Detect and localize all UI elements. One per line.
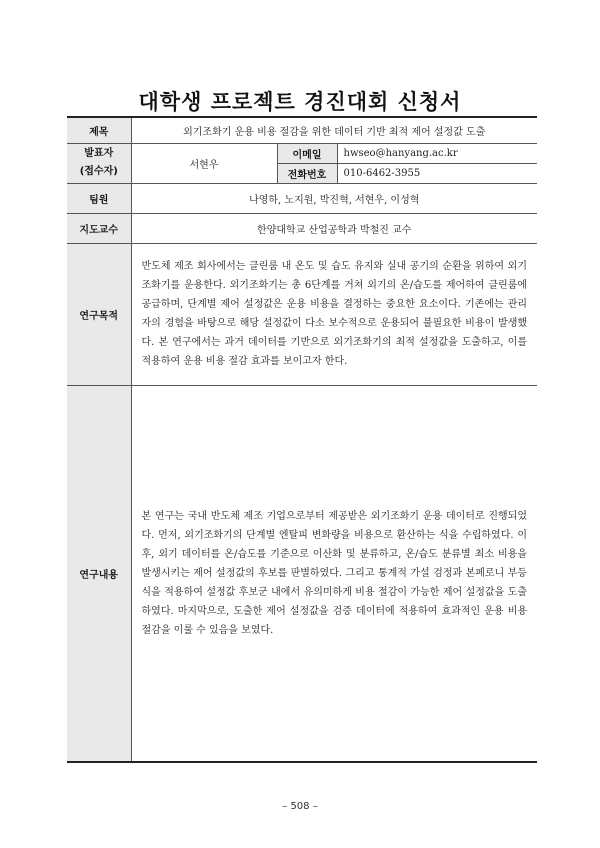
- team-value: 나영하, 노지원, 박진혁, 서현우, 이성혁: [131, 183, 537, 213]
- content-text: 본 연구는 국내 반도체 제조 기업으로부터 제공받은 외기조화기 운용 데이터로 진행되었다. 먼저, 외기조화기의 단계별 엔탈피 변화량을 비용으로 환산하는 식을 수립하였다. 이후, 외기 데이터를 온/습도를 기준으로 이산화 및 분류하고, 온/습도 분류별 최소 비용을 발생시키는 제어 설정값의 후보를 판별하였다. 그리고 통계적 가설 검정과 본페로니 부등식을 적용하여 설정값 후보군 내에서 유의미하게 비용 절감이 가능한 제어 설정값을 도출하였다. 마지막으로, 도출한 제어 설정값을 검증 데이터에 적용하여 효과적인 운용 비용 절감을 이룰 수 있음을 보였다.: [141, 510, 528, 636]
- purpose-row: [67, 243, 537, 385]
- content-cell: [131, 385, 537, 762]
- advisor-value: 한양대학교 산업공학과 박철진 교수: [131, 213, 537, 243]
- purpose-label: 연구목적: [67, 243, 131, 385]
- page-number: – 508 –: [282, 801, 318, 812]
- advisor-label: 지도교수: [67, 213, 131, 243]
- subject-label: 제목: [67, 117, 131, 143]
- presenter-label: [67, 143, 131, 183]
- subject-value: 외기조화기 운용 비용 절감을 위한 데이터 기반 최적 제어 설정값 도출: [131, 117, 537, 143]
- phone-label: 전화번호: [277, 163, 337, 183]
- email-label: 이메일: [277, 143, 337, 163]
- purpose-cell: [131, 243, 537, 385]
- team-label: 팀원: [67, 183, 131, 213]
- purpose-text: 반도체 제조 회사에서는 클린룸 내 온도 및 습도 유지와 실내 공기의 순환을 위하여 외기조화기를 운용한다. 외기조화기는 총 6단계를 거쳐 외기의 온/습도를 제어하여 클린룸에 공급하며, 단계별 제어 설정값은 운용 비용을 결정하는 중요한 요소이다. 기존에는 관리자의 경험을 바탕으로 해당 설정값이 다소 보수적으로 운용되어 불필요한 비용이 발생했다. 본 연구에서는 과거 데이터를 기반으로 외기조화기의 최적 설정값을 도출하고, 이를 적용하여 운용 비용 절감 효과를 보이고자 한다.: [141, 261, 528, 367]
- content-row: [67, 385, 537, 762]
- content-label: 연구내용: [67, 385, 131, 762]
- presenter-label-line1: 발표자: [84, 148, 114, 159]
- presenter-value: 서현우: [131, 143, 277, 183]
- advisor-row: [67, 213, 537, 243]
- application-form-table: [67, 116, 537, 763]
- phone-value: 010-6462-3955: [337, 163, 537, 183]
- subject-row: [67, 117, 537, 143]
- email-value: hwseo@hanyang.ac.kr: [337, 143, 537, 163]
- presenter-label-line2: (접수자): [79, 166, 118, 177]
- presenter-row-1: [67, 143, 537, 163]
- team-row: [67, 183, 537, 213]
- page-title: 대학생 프로젝트 경진대회 신청서: [138, 90, 462, 114]
